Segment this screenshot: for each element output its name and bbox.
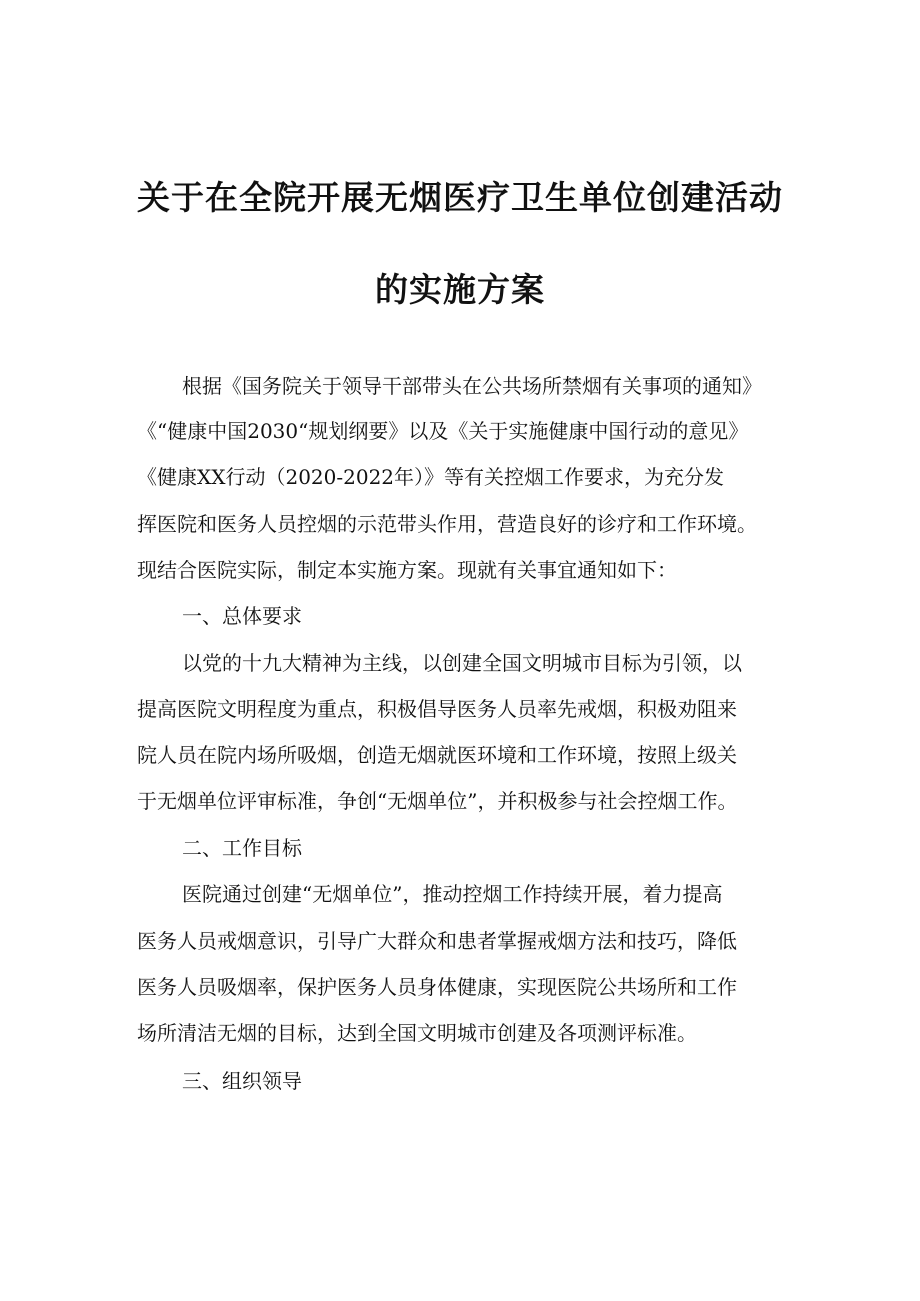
section1-line-3: 院人员在院内场所吸烟，创造无烟就医环境和工作环境，按照上级关 — [137, 743, 737, 767]
section-heading-overall-requirements: 一、总体要求 — [182, 604, 302, 628]
section1-line-1: 以党的十九大精神为主线，以创建全国文明城市目标为引领，以 — [182, 651, 742, 675]
document-title-line-1: 关于在全院开展无烟医疗卫生单位创建活动 — [137, 178, 783, 217]
intro-line-3: 《健康XX行动（2020-2022年）》等有关控烟工作要求，为充分发 — [137, 465, 725, 489]
section-heading-organization-leadership: 三、组织领导 — [182, 1069, 302, 1093]
section1-line-4: 于无烟单位评审标准，争创“无烟单位”，并积极参与社会控烟工作。 — [137, 789, 738, 813]
document-title-line-2: 的实施方案 — [375, 270, 545, 309]
intro-line-5: 现结合医院实际，制定本实施方案。现就有关事宜通知如下： — [137, 558, 677, 582]
section2-line-4: 场所清洁无烟的目标，达到全国文明城市创建及各项测评标准。 — [137, 1021, 697, 1045]
section2-line-1: 医院通过创建“无烟单位”，推动控烟工作持续开展，着力提高 — [182, 882, 723, 906]
intro-line-1: 根据《国务院关于领导干部带头在公共场所禁烟有关事项的通知》 — [182, 374, 762, 398]
intro-line-4: 挥医院和医务人员控烟的示范带头作用，营造良好的诊疗和工作环境。 — [137, 512, 757, 536]
section2-line-3: 医务人员吸烟率，保护医务人员身体健康，实现医院公共场所和工作 — [137, 975, 737, 999]
intro-line-2: 《“健康中国2030“规划纲要》以及《关于实施健康中国行动的意见》 — [137, 419, 749, 443]
section2-line-2: 医务人员戒烟意识，引导广大群众和患者掌握戒烟方法和技巧，降低 — [137, 929, 737, 953]
section-heading-work-goals: 二、工作目标 — [182, 836, 302, 860]
section1-line-2: 提高医院文明程度为重点，积极倡导医务人员率先戒烟，积极劝阻来 — [137, 697, 737, 721]
